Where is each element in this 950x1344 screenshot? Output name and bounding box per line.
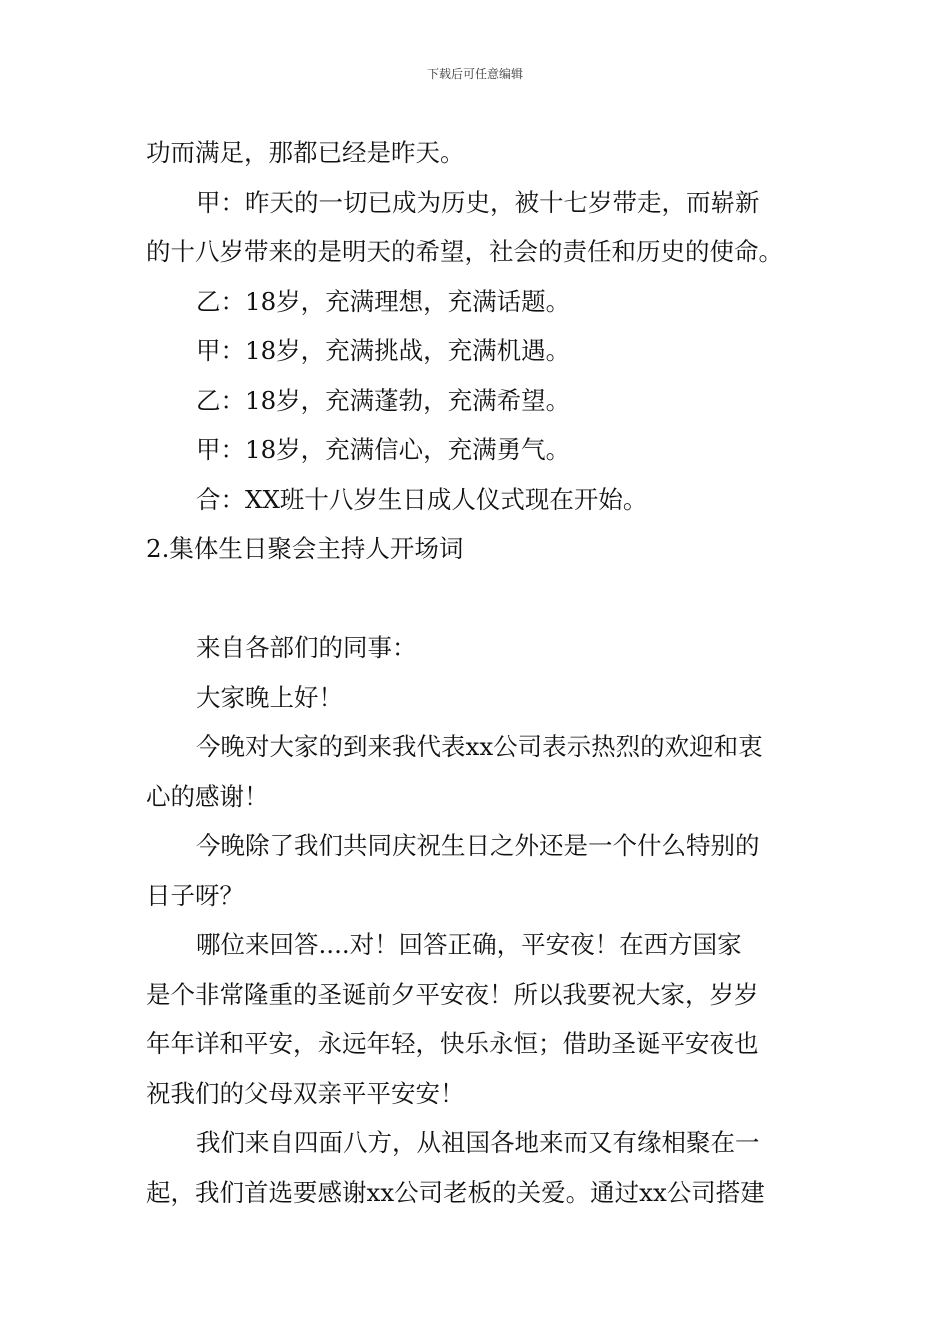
text-line: 日子呀？: [146, 880, 244, 910]
blank-line: [146, 574, 808, 624]
text-line: 祝我们的父母双亲平平安安！: [146, 1078, 465, 1108]
text-line: 我们来自四面八方，从祖国各地来而又有缘相聚在一: [196, 1128, 760, 1157]
text-line: 起，我们首选要感谢xx公司老板的关爱。通过xx公司搭建: [146, 1177, 765, 1207]
text-line: 今晚对大家的到来我代表xx公司表示热烈的欢迎和衷: [196, 732, 763, 761]
text-line: 大家晚上好！: [196, 682, 343, 712]
text-line: 乙：18岁，充满理想，充满话题。: [196, 286, 571, 316]
text-line: 心的感谢！: [146, 781, 269, 811]
text-line: 来自各部们的同事：: [196, 633, 417, 662]
page-header-note: 下载后可任意编辑: [426, 67, 523, 81]
text-line: 是个非常隆重的圣诞前夕平安夜！所以我要祝大家，岁岁: [146, 979, 759, 1009]
text-line: 今晚除了我们共同庆祝生日之外还是一个什么特别的: [196, 831, 760, 860]
section-heading: 2.集体生日聚会主持人开场词: [146, 534, 464, 563]
text-line: 乙：18岁，充满蓬勃，充满希望。: [196, 385, 571, 415]
text-line: 合：XX班十八岁生日成人仪式现在开始。: [196, 484, 648, 514]
text-line: 年年详和平安，永远年轻，快乐永恒；借助圣诞平安夜也: [146, 1029, 759, 1058]
text-line: 甲：18岁，充满信心，充满勇气。: [196, 435, 571, 464]
text-line: 甲：18岁，充满挑战，充满机遇。: [196, 336, 571, 365]
text-line: 的十八岁带来的是明天的希望，社会的责任和历史的使命。: [146, 237, 783, 266]
text-line: 功而满足，那都已经是昨天。: [146, 138, 465, 167]
text-line: 哪位来回答....对！回答正确，平安夜！在西方国家: [196, 930, 742, 959]
text-line: 甲：昨天的一切已成为历史，被十七岁带走，而崭新: [196, 187, 760, 217]
document-body: [146, 128, 808, 1217]
